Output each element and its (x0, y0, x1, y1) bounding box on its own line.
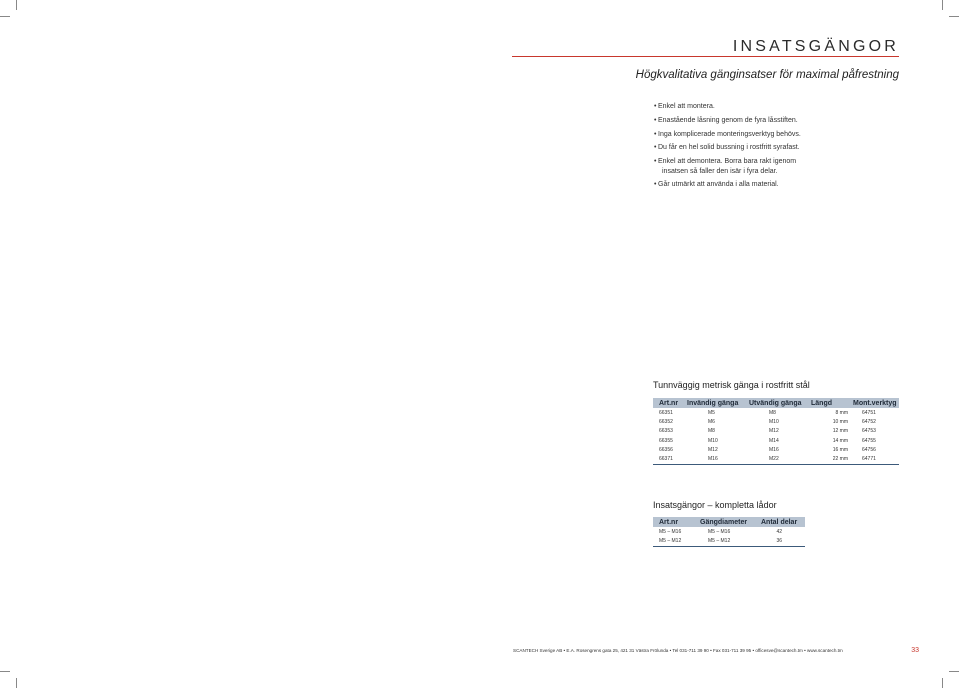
table-row (653, 436, 899, 445)
cell: 64752 (862, 418, 876, 425)
crop-mark (942, 678, 943, 688)
column-header-tool: Mont.verktyg (853, 398, 899, 408)
column-header-inner-thread: Invändig gänga (687, 398, 749, 408)
table-row (653, 527, 805, 536)
cell: 66355 (659, 437, 673, 444)
column-header-length: Längd (811, 398, 853, 408)
list-item-text: Går utmärkt att använda i alla material. (658, 181, 779, 189)
list-item (654, 116, 904, 125)
cell: M14 (769, 437, 779, 444)
cell: M5 – M12 (708, 537, 731, 544)
list-item-text: Du får en hel solid bussning i rostfritt syrafast. (658, 144, 800, 152)
bullet-marker: • (654, 181, 657, 189)
cell: 22 mm (832, 456, 848, 463)
table-header-row (653, 517, 805, 527)
cell: 16 mm (832, 446, 848, 453)
list-item-text: Inga komplicerade monteringsverktyg behövs. (658, 130, 801, 138)
table-row (653, 454, 899, 464)
cell: M5 – M16 (659, 528, 682, 535)
crop-mark (949, 16, 959, 17)
table-row (653, 408, 899, 417)
crop-mark (942, 0, 943, 10)
cell: 66371 (659, 456, 673, 463)
table-row (653, 417, 899, 426)
cell: M6 (708, 418, 715, 425)
cell: 66356 (659, 446, 673, 453)
cell: M16 (769, 446, 779, 453)
column-header-art-nr: Art.nr (653, 398, 687, 408)
cell: M5 (708, 409, 715, 416)
list-item (654, 130, 904, 139)
list-item (654, 180, 904, 189)
list-item-text: Enkel att demontera. Borra bara rakt igenom (658, 158, 797, 166)
table-row (653, 445, 899, 454)
bullet-marker: • (654, 103, 657, 110)
cell: M12 (769, 428, 779, 435)
cell: M5 – M16 (708, 528, 731, 535)
cell: 64753 (862, 428, 876, 435)
cell: 66351 (659, 409, 673, 416)
cell: M16 (708, 456, 718, 463)
cell: M10 (708, 437, 718, 444)
list-item-text: Enkel att montera. (658, 103, 715, 110)
table2-title: Insatsgängor – kompletta lådor (653, 500, 777, 510)
list-item-text: Enastående låsning genom de fyra låsstiften. (658, 116, 798, 124)
cell: 64751 (862, 409, 876, 416)
product-table (653, 398, 899, 465)
crop-mark (0, 16, 10, 17)
cell: M5 – M12 (659, 537, 682, 544)
cell: M8 (708, 428, 715, 435)
cell: 42 (776, 528, 782, 535)
list-item-text-continued: insatsen så faller den isär i fyra delar. (662, 167, 778, 175)
page-subtitle: Högkvalitativa gänginsatser för maximal påfrestning (635, 69, 899, 81)
cell: 64756 (862, 446, 876, 453)
bullet-marker: • (654, 130, 657, 138)
footer-contact: SCANTECH Sverige AB • E.A. Rosengrens gata 25, 421 31 Västra Frölunda • Tel 031-711 39 90 • Fax 031-711 39 95 • officesve@scantech.tm • www.scantech.tm (513, 648, 843, 653)
cell: 14 mm (832, 437, 848, 444)
cell: 36 (776, 537, 782, 544)
column-header-art-nr: Art.nr (653, 517, 700, 527)
table-header-row (653, 398, 899, 408)
cell: M8 (769, 409, 776, 416)
column-header-part-count: Antal delar (755, 517, 805, 527)
crop-mark (949, 671, 959, 672)
crop-mark (0, 671, 10, 672)
cell: 64771 (862, 456, 876, 463)
header-rule (512, 56, 899, 57)
cell: 12 mm (832, 428, 848, 435)
cell: 66352 (659, 418, 673, 425)
column-header-outer-thread: Utvändig gänga (749, 398, 811, 408)
cell: M12 (708, 446, 718, 453)
bullet-marker: • (654, 116, 657, 124)
crop-mark (16, 678, 17, 688)
list-item (654, 157, 904, 176)
list-item (654, 102, 904, 111)
list-item (654, 143, 904, 152)
table-row (653, 536, 805, 546)
kit-table (653, 517, 805, 547)
page-title: INSATSGÄNGOR (732, 38, 899, 55)
cell: 10 mm (832, 418, 848, 425)
table1-title: Tunnväggig metrisk gänga i rostfritt stål (653, 380, 810, 390)
bullet-marker: • (654, 144, 657, 152)
cell: M10 (769, 418, 779, 425)
bullet-marker: • (654, 158, 657, 166)
feature-list (654, 102, 904, 194)
table-row (653, 427, 899, 436)
cell: M22 (769, 456, 779, 463)
cell: 8 mm (835, 409, 848, 416)
cell: 64755 (862, 437, 876, 444)
crop-mark (16, 0, 17, 10)
column-header-thread-diameter: Gängdiameter (700, 517, 755, 527)
cell: 66353 (659, 428, 673, 435)
page-number: 33 (911, 647, 919, 654)
